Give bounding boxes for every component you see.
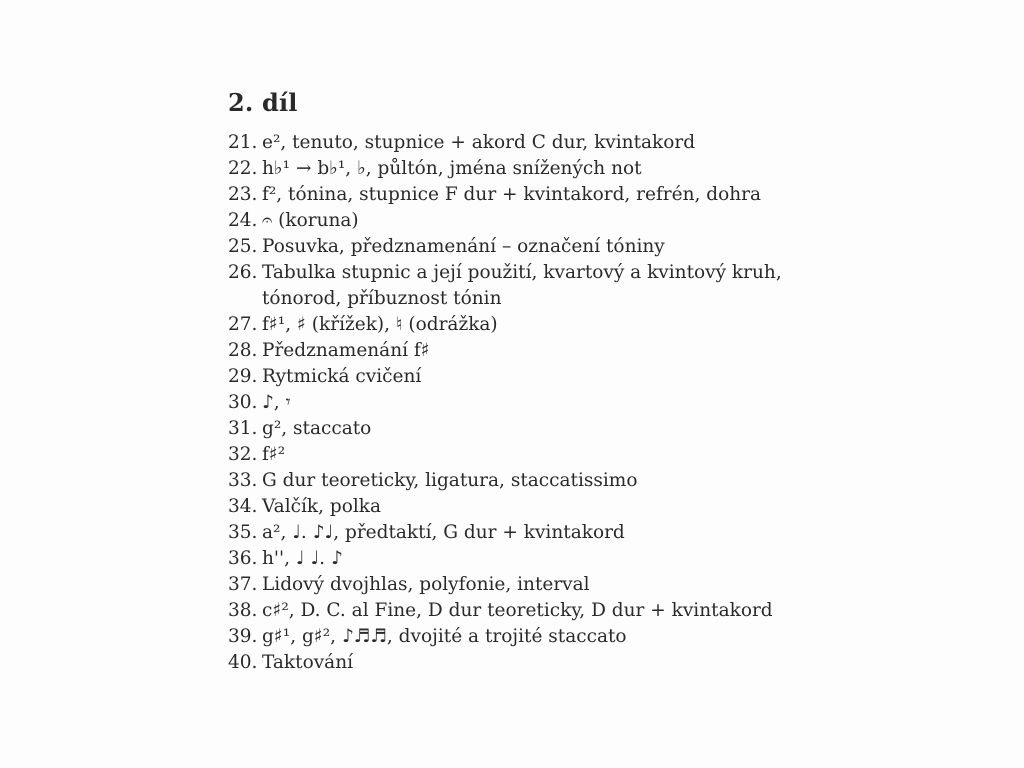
item-number: 28. [228,340,258,361]
item-text: Lidový dvojhlas, polyfonie, interval [262,574,590,595]
item-number: 29. [228,366,258,387]
list-item [228,182,848,208]
list-item [228,260,848,312]
list-item [228,494,848,520]
item-text: G dur teoreticky, ligatura, staccatissimo [262,470,638,491]
item-number: 30. [228,392,258,413]
list-item [228,520,848,546]
item-number: 27. [228,314,258,335]
item-text: Předznamenání f♯ [262,340,430,361]
item-number: 26. [228,262,258,283]
item-text: e², tenuto, stupnice + akord C dur, kvintakord [262,132,696,153]
item-text: g♯¹, g♯², ♪♬♬, dvojité a trojité staccato [262,626,627,647]
item-text: a², ♩. ♪♩, předtaktí, G dur + kvintakord [262,522,625,543]
list-item [228,338,848,364]
item-text: g², staccato [262,418,372,439]
section-heading: 2. díl [228,88,298,117]
list-item [228,130,848,156]
item-number: 37. [228,574,258,595]
item-text: Valčík, polka [262,496,381,517]
item-number: 36. [228,548,258,569]
list-item [228,546,848,572]
list-item [228,364,848,390]
item-text: h'', ♩ ♩. ♪ [262,548,343,569]
list-item [228,598,848,624]
item-number: 32. [228,444,258,465]
item-text: f♯² [262,444,286,465]
list-item [228,234,848,260]
item-number: 23. [228,184,258,205]
list-item [228,156,848,182]
item-text: Rytmická cvičení [262,366,422,387]
item-text: f², tónina, stupnice F dur + kvintakord, refrén, dohra [262,184,762,205]
item-text: Tabulka stupnic a její použití, kvartový a kvintový kruh, tónorod, příbuznost tónin [262,262,788,309]
item-number: 25. [228,236,258,257]
item-number: 33. [228,470,258,491]
item-text: f♯¹, ♯ (křížek), ♮ (odrážka) [262,314,498,335]
list-item [228,468,848,494]
item-number: 21. [228,132,258,153]
list-item [228,624,848,650]
item-number: 34. [228,496,258,517]
lesson-list [228,130,848,676]
item-text: c♯², D. C. al Fine, D dur teoreticky, D dur + kvintakord [262,600,773,621]
list-item [228,650,848,676]
item-text: 𝄐 (koruna) [262,210,359,231]
item-number: 31. [228,418,258,439]
item-text: h♭¹ → b♭¹, ♭, půltón, jména snížených not [262,158,642,179]
item-number: 38. [228,600,258,621]
list-item [228,208,848,234]
item-number: 22. [228,158,258,179]
item-text: Posuvka, předznamenání – označení tóniny [262,236,665,257]
list-item [228,390,848,416]
item-number: 24. [228,210,258,231]
item-text: Taktování [262,652,354,673]
item-number: 39. [228,626,258,647]
item-number: 40. [228,652,258,673]
list-item [228,312,848,338]
list-item [228,442,848,468]
list-item [228,416,848,442]
item-number: 35. [228,522,258,543]
list-item [228,572,848,598]
item-text: ♪, 𝄾 [262,392,291,413]
